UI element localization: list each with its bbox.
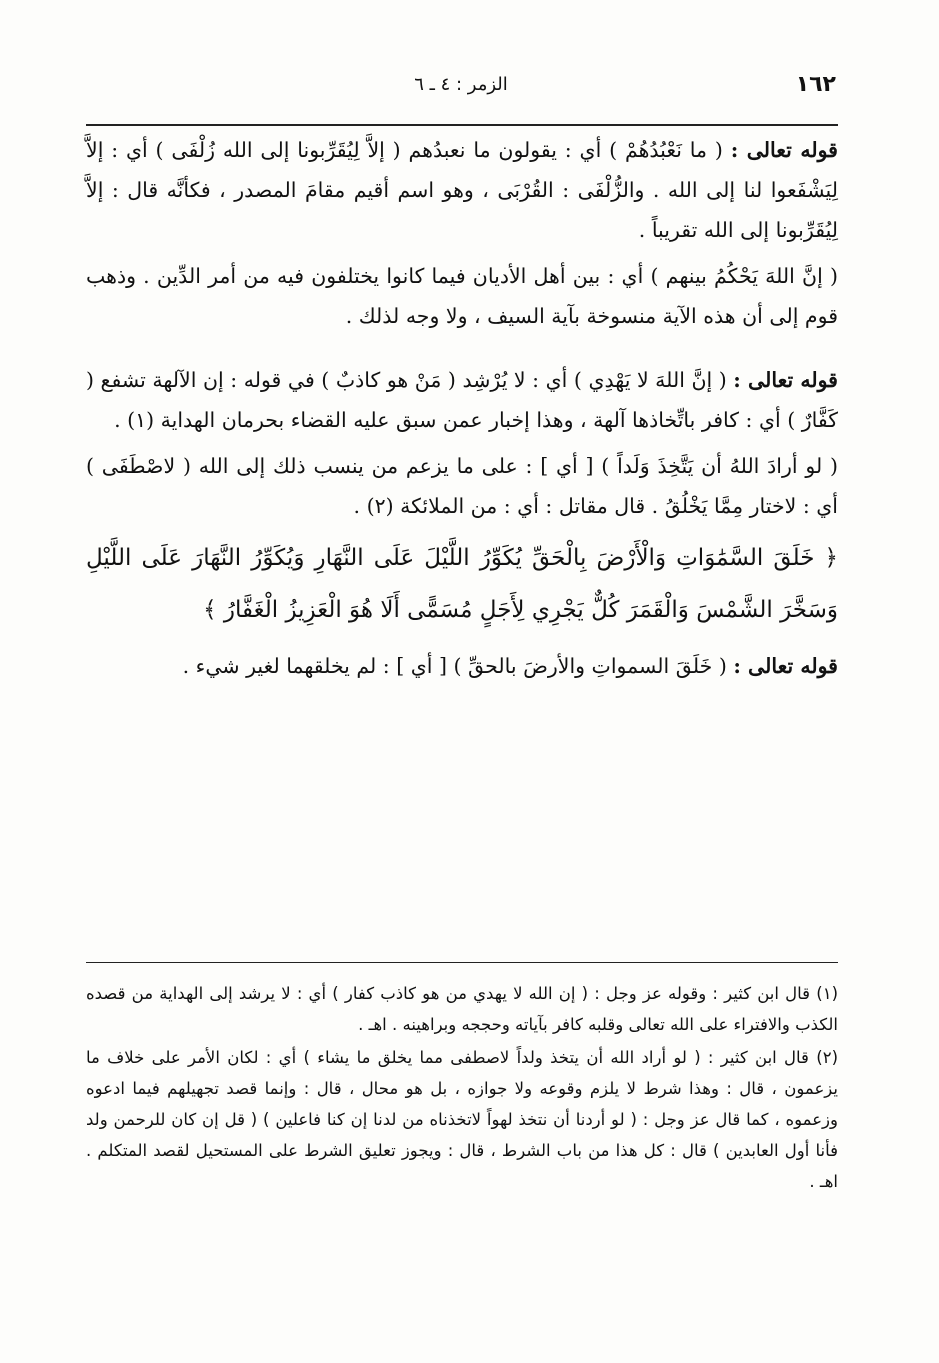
paragraph: [86, 646, 838, 686]
paragraph-lead: قوله تعالى :: [733, 654, 838, 678]
page-number: ١٦٢: [795, 72, 836, 97]
paragraph-text: ( ما نَعْبُدُهُمْ ) أي : يقولون ما نعبدُهم ( إلاَّ لِيُقَرِّبونا إلى الله زُلْفَى ) أي : إلاَّ لِيَشْفَعوا لنا إلى الله . والزُّلْفَى : القُرْبَى ، وهو اسم أقيم مقامَ المصدر ، فكأنَّه قال : إلاَّ لِيُقَرِّبونا إلى الله تقريباً .: [86, 138, 838, 242]
quran-verse: [86, 532, 838, 636]
verse-text: ﴿ خَلَقَ السَّمَٰوَاتِ وَالْأَرْضَ بِالْحَقِّ يُكَوِّرُ اللَّيْلَ عَلَى النَّهَارِ وَيُكَوِّرُ النَّهَارَ عَلَى اللَّيْلِ وَسَخَّرَ الشَّمْسَ وَالْقَمَرَ كُلٌّ يَجْرِي لِأَجَلٍ مُسَمًّى أَلَا هُوَ الْعَزِيزُ الْغَفَّارُ ﴾: [86, 545, 838, 623]
header-divider: [86, 124, 838, 126]
paragraph-text: ( خَلَقَ السمواتِ والأرضَ بالحقِّ ) [ أي ] : لم يخلقهما لغير شيء .: [182, 654, 727, 678]
footnotes: [86, 978, 838, 1199]
footnote-divider: [86, 962, 838, 963]
paragraph-text: ( لو أرادَ اللهُ أن يَتَّخِذَ وَلَداً ) [ أي ] : على ما يزعم من ينسب ذلك إلى الله ( لاصْطَفَى ) أي : لاختار مِمَّا يَخْلُقُ . قال مقاتل : أي : من الملائكة (٢) .: [86, 454, 838, 518]
footnote: (١) قال ابن كثير : وقوله عز وجل : ( إن الله لا يهدي من هو كاذب كفار ) أي : لا يرشد إلى الهداية من قصده الكذب والافتراء على الله تعالى وقلبه كافر بآياته وحججه وبراهينه . اهـ .: [86, 984, 838, 1034]
paragraph-lead: قوله تعالى :: [733, 368, 838, 392]
main-text: [86, 130, 838, 692]
paragraph: [86, 130, 838, 250]
paragraph: [86, 256, 838, 336]
paragraph: [86, 360, 838, 440]
running-head: الزمر : ٤ ـ ٦: [414, 74, 508, 95]
paragraph-lead: قوله تعالى :: [730, 138, 838, 162]
page-header: [86, 68, 836, 108]
paragraph-text: ( إنَّ اللهَ يَحْكُمُ بينهم ) أي : بين أهل الأديان فيما كانوا يختلفون فيه من أمر الدِّين . وذهب قوم إلى أن هذه الآية منسوخة بآية السيف ، ولا وجه لذلك .: [86, 264, 838, 328]
footnote: (٢) قال ابن كثير : ( لو أراد الله أن يتخذ ولداً لاصطفى مما يخلق ما يشاء ) أي : لكان الأمر على خلاف ما يزعمون ، قال : وهذا شرط لا يلزم وقوعه ولا جوازه ، بل هو محال ، قال : وإنما قصد تجهيلهم فيما ادعوه وزعموه ، كما قال عز وجل : ( لو أردنا أن نتخذ لهواً لاتخذناه من لدنا إن كنا فاعلين ) ( قل إن كان للرحمن ولد فأنا أول العابدين ) قال : كل هذا من باب الشرط ، قال : ويجوز تعليق الشرط على المستحيل لقصد المتكلم . اهـ .: [86, 1048, 838, 1191]
paragraph: [86, 446, 838, 526]
paragraph-text: ( إنَّ اللهَ لا يَهْدِي ) أي : لا يُرْشِد ( مَنْ هو كاذبٌ ) في قوله : إن الآلهة تشفع ( كَفَّارٌ ) أي : كافر باتِّخاذها آلهة ، وهذا إخبار عمن سبق عليه القضاء بحرمان الهداية (١) .: [86, 368, 838, 432]
